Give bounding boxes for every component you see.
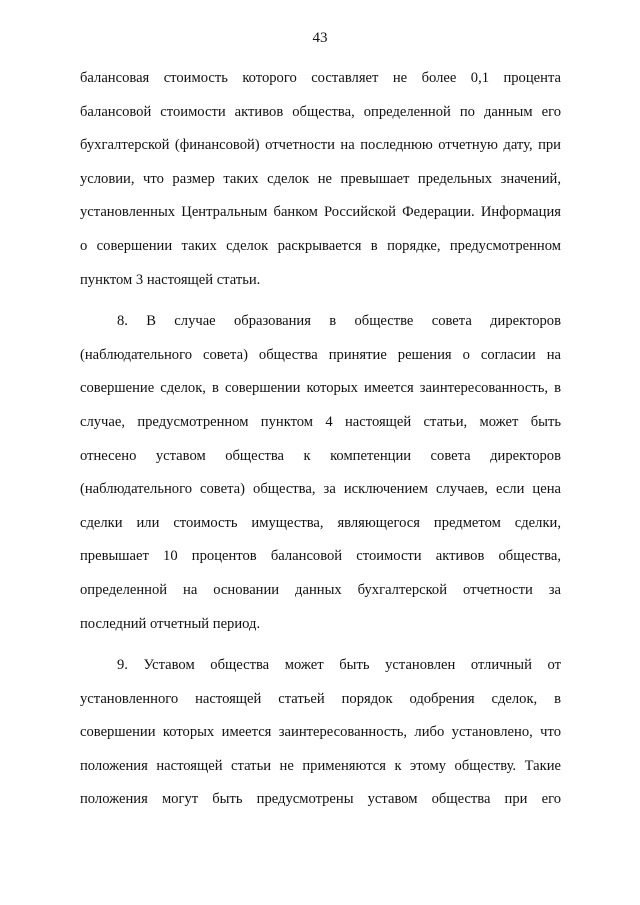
text-line: последний отчетный период. [80,615,261,632]
text-line: условии, что размер таких сделок не превышает предельных значений, [80,170,561,187]
text-line: установленных Центральным банком Российской Федерации. Информация [80,204,561,221]
text-line: бухгалтерской (финансовой) отчетности на последнюю отчетную дату, при [80,137,561,154]
document-body [80,62,561,817]
text-line: положения могут быть предусмотрены уставом общества при его [80,791,561,808]
text-line: пунктом 3 настоящей статьи. [80,271,261,288]
text-line: о совершении таких сделок раскрывается в порядке, предусмотренном [80,237,561,254]
text-line: случае, предусмотренном пунктом 4 настоящей статьи, может быть [80,413,561,430]
text-line: совершение сделок, в совершении которых имеется заинтересованность, в [80,380,561,397]
text-line: балансовой стоимости активов общества, определенной по данным его [80,103,561,120]
paragraph-9 [80,649,561,817]
text-line: балансовая стоимость которого составляет не более 0,1 процента [80,70,561,86]
text-line: определенной на основании данных бухгалтерской отчетности за [80,581,561,598]
text-line: установленного настоящей статьей порядок одобрения сделок, в [80,690,561,707]
text-line: положения настоящей статьи не применяются к этому обществу. Такие [80,757,561,774]
text-line: сделки или стоимость имущества, являющегося предметом сделки, [80,514,561,531]
paragraph-8 [80,305,561,641]
text-line: превышает 10 процентов балансовой стоимости активов общества, [80,548,561,565]
page-number: 43 [312,30,328,46]
text-line: (наблюдательного совета) общества принятие решения о согласии на [80,346,561,363]
text-line: 8. В случае образования в обществе совета директоров [117,313,561,330]
text-line: (наблюдательного совета) общества, за исключением случаев, если цена [80,481,561,498]
paragraph-continuation [80,62,561,297]
text-line: совершении которых имеется заинтересованность, либо установлено, что [80,724,561,741]
text-line: 9. Уставом общества может быть установлен отличный от [117,657,561,674]
text-line: отнесено уставом общества к компетенции совета директоров [80,447,561,464]
